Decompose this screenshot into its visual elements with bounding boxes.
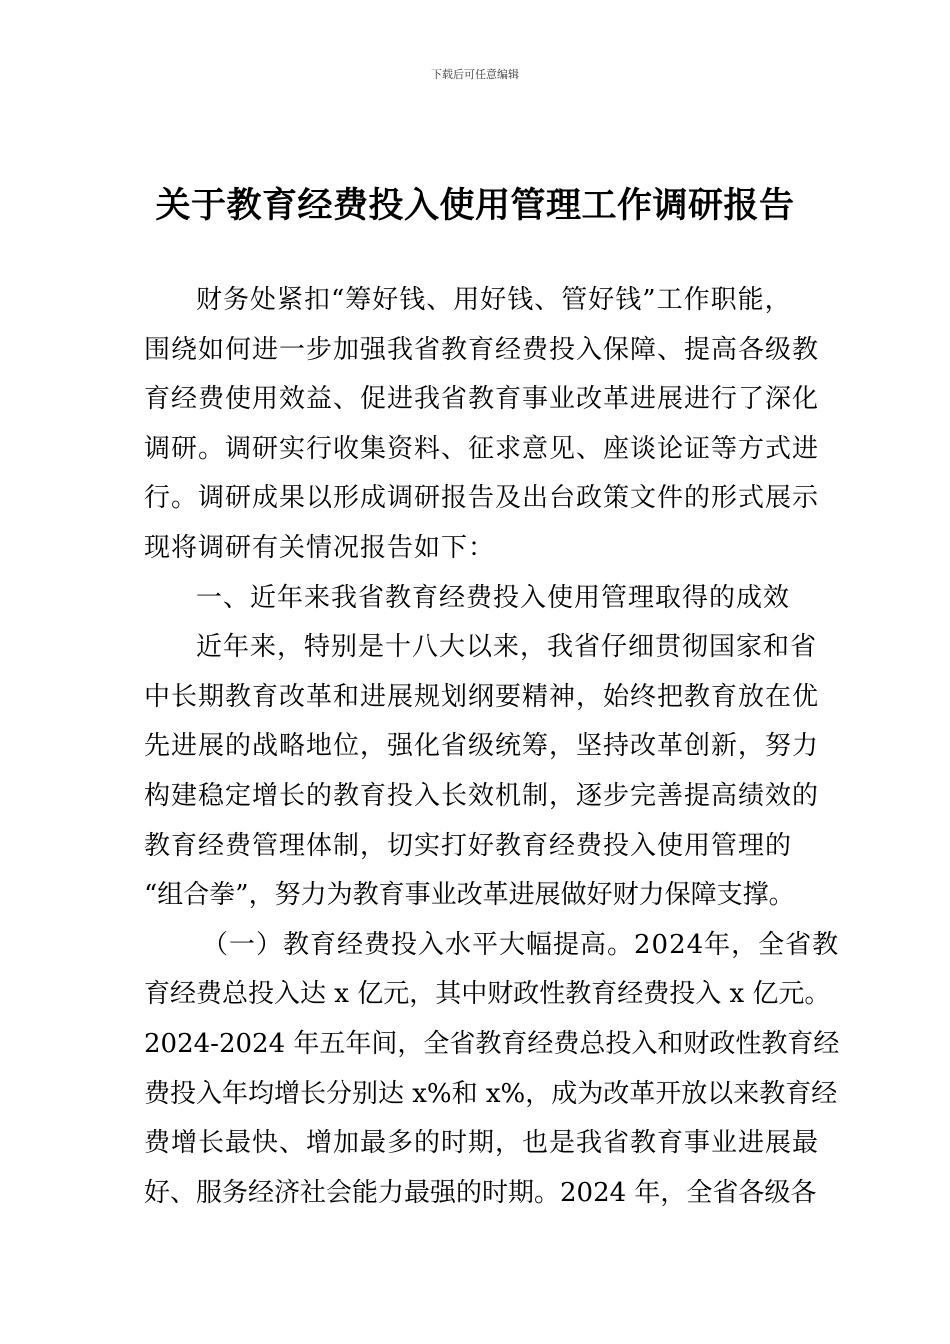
paragraph-line: 费投入年均增长分别达 x%和 x%，成为改革开放以来教育经 [144, 1078, 838, 1109]
paragraph-line: 好、服务经济社会能力最强的时期。2024 年，全省各级各 [144, 1177, 817, 1208]
paragraph-line: 行。调研成果以形成调研报告及出台政策文件的形式展示 [144, 483, 820, 514]
paragraph-line: 先进展的战略地位，强化省级统筹，坚持改革创新，努力 [144, 731, 820, 762]
paragraph-line: 育经费使用效益、促进我省教育事业改革进展进行了深化 [144, 384, 820, 415]
document-body [144, 276, 844, 1218]
paragraph-line: 教育经费管理体制，切实打好教育经费投入使用管理的 [144, 830, 793, 861]
paragraph-line: 费增长最快、增加最多的时期，也是我省教育事业进展最 [144, 1128, 820, 1159]
paragraph-line: 育经费总投入达 x 亿元，其中财政性教育经费投入 x 亿元。 [144, 979, 831, 1010]
paragraph-line: 构建稳定增长的教育投入长效机制，逐步完善提高绩效的 [144, 780, 820, 811]
subsection-line: （一）教育经费投入水平大幅提高。2024年，全省教 [202, 929, 840, 960]
header-note: 下载后可任意编辑 [431, 68, 519, 81]
paragraph-line: 2024-2024 年五年间，全省教育经费总投入和财政性教育经 [144, 1028, 840, 1059]
section-heading: 一、近年来我省教育经费投入使用管理取得的成效 [196, 582, 791, 613]
paragraph-line: 中长期教育改革和进展规划纲要精神，始终把教育放在优 [144, 681, 820, 712]
paragraph-line: 近年来，特别是十八大以来，我省仔细贯彻国家和省 [196, 632, 818, 663]
paragraph-line: 财务处紧扣“筹好钱、用好钱、管好钱”工作职能， [196, 285, 792, 315]
paragraph-line: 调研。调研实行收集资料、征求意见、座谈论证等方式进 [144, 433, 820, 464]
paragraph-line: “组合拳”，努力为教育事业改革进展做好财力保障支撑。 [144, 880, 795, 911]
paragraph-line: 围绕如何进一步加强我省教育经费投入保障、提高各级教 [144, 334, 820, 365]
document-title: 关于教育经费投入使用管理工作调研报告 [155, 186, 795, 226]
paragraph-line: 现将调研有关情况报告如下： [144, 532, 496, 563]
